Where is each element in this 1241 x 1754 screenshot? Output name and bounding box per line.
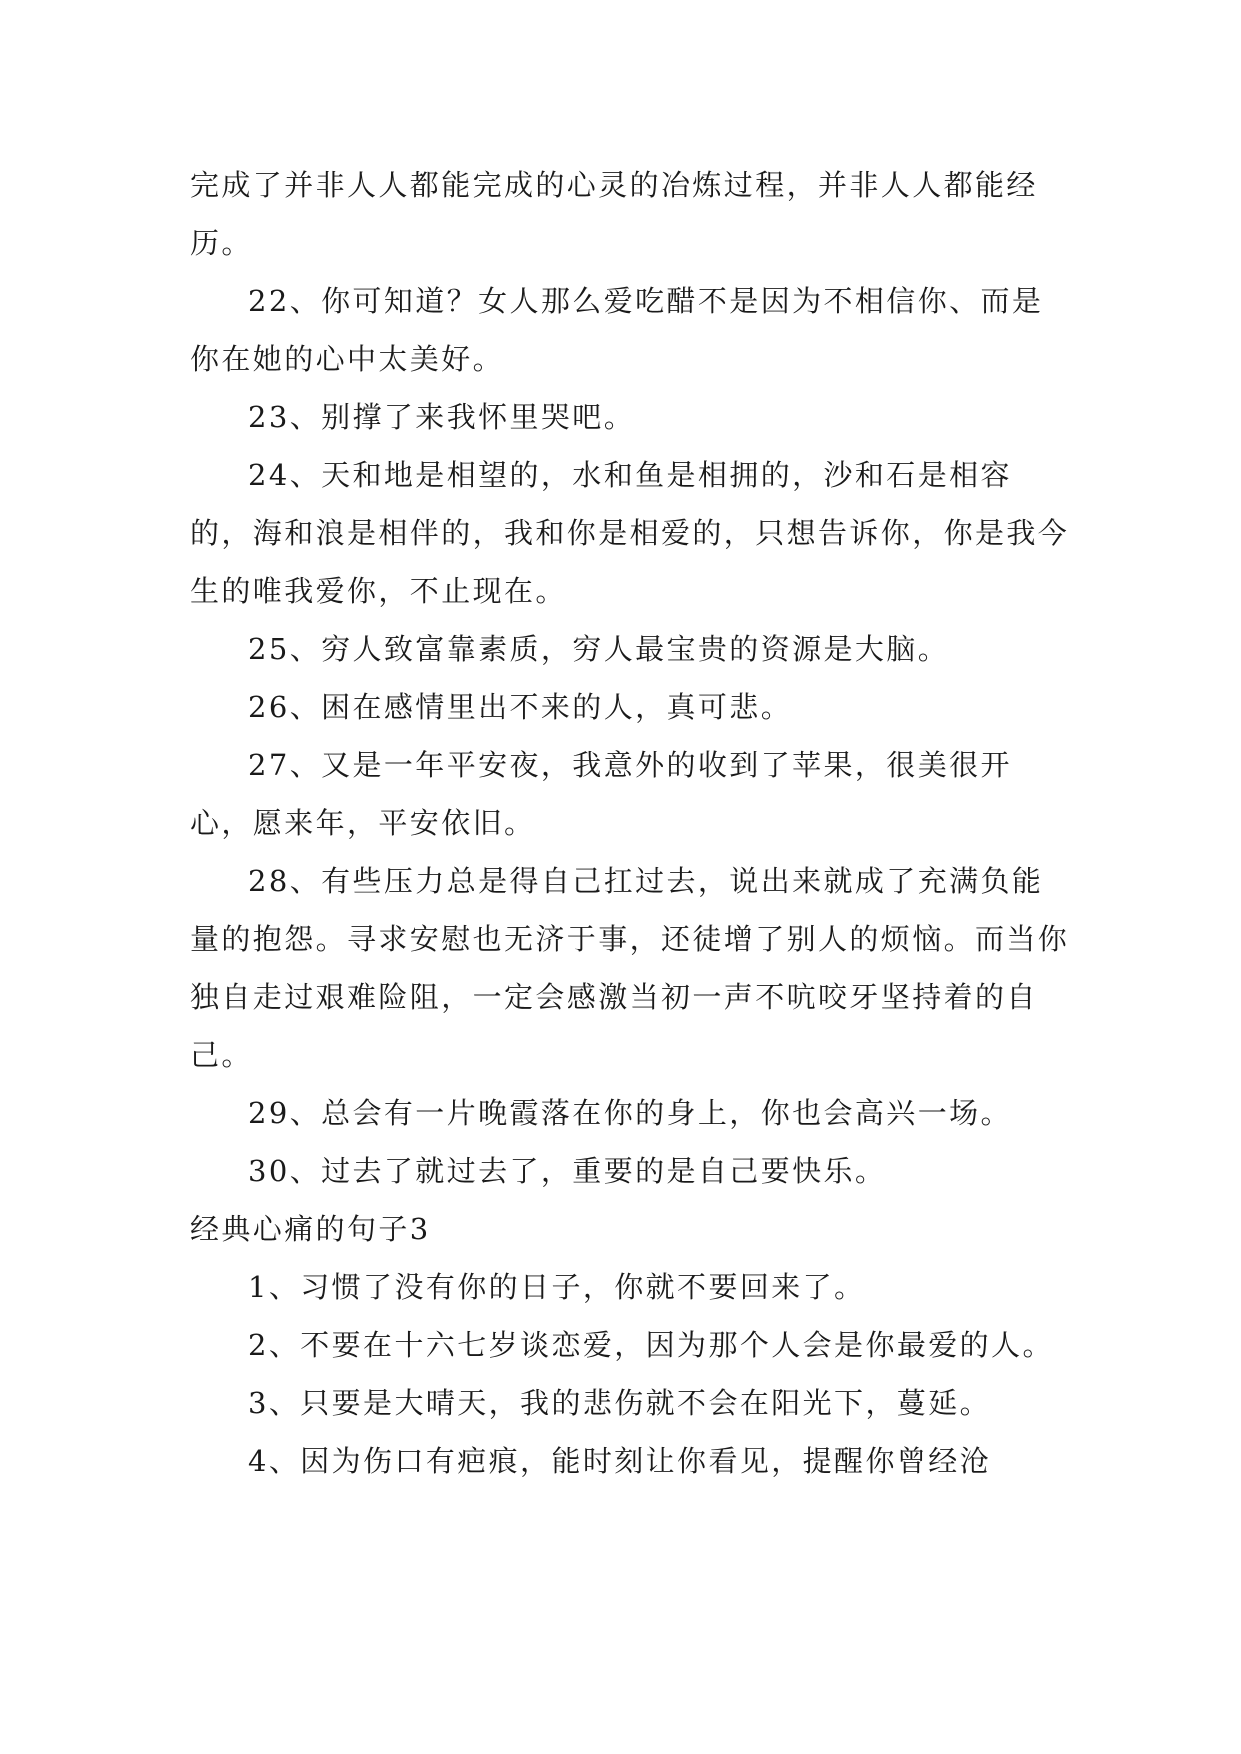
paragraph-item-2: 2、不要在十六七岁谈恋爱，因为那个人会是你最爱的人。 xyxy=(248,1328,1054,1362)
document-body xyxy=(190,156,1070,1490)
paragraph-continuation: 完成了并非人人都能完成的心灵的冶炼过程，并非人人都能经历。 xyxy=(190,168,1038,260)
paragraph-item-3: 3、只要是大晴天，我的悲伤就不会在阳光下，蔓延。 xyxy=(248,1386,992,1420)
paragraph-item-28: 28、有些压力总是得自己扛过去，说出来就成了充满负能量的抱怨。寻求安慰也无济于事，还徒增了别人的烦恼。而当你独自走过艰难险阻，一定会感激当初一声不吭咬牙坚持着的自己。 xyxy=(190,864,1070,1072)
section-heading: 经典心痛的句子3 xyxy=(190,1212,431,1246)
paragraph-item-4: 4、因为伤口有疤痕，能时刻让你看见，提醒你曾经沧 xyxy=(248,1444,992,1478)
paragraph-item-25: 25、穷人致富靠素质，穷人最宝贵的资源是大脑。 xyxy=(248,632,950,666)
paragraph-item-29: 29、总会有一片晚霞落在你的身上，你也会高兴一场。 xyxy=(248,1096,1012,1130)
paragraph-item-26: 26、困在感情里出不来的人，真可悲。 xyxy=(248,690,793,724)
paragraph-item-24: 24、天和地是相望的，水和鱼是相拥的，沙和石是相容的，海和浪是相伴的，我和你是相爱的，只想告诉你，你是我今生的唯我爱你，不止现在。 xyxy=(190,458,1070,608)
paragraph-item-30: 30、过去了就过去了，重要的是自己要快乐。 xyxy=(248,1154,887,1188)
paragraph-item-23: 23、别撑了来我怀里哭吧。 xyxy=(248,400,636,434)
paragraph-item-27: 27、又是一年平安夜，我意外的收到了苹果，很美很开心，愿来年，平安依旧。 xyxy=(190,748,1012,840)
paragraph-item-22: 22、你可知道？女人那么爱吃醋不是因为不相信你、而是你在她的心中太美好。 xyxy=(190,284,1044,376)
paragraph-item-1: 1、习惯了没有你的日子，你就不要回来了。 xyxy=(248,1270,866,1304)
